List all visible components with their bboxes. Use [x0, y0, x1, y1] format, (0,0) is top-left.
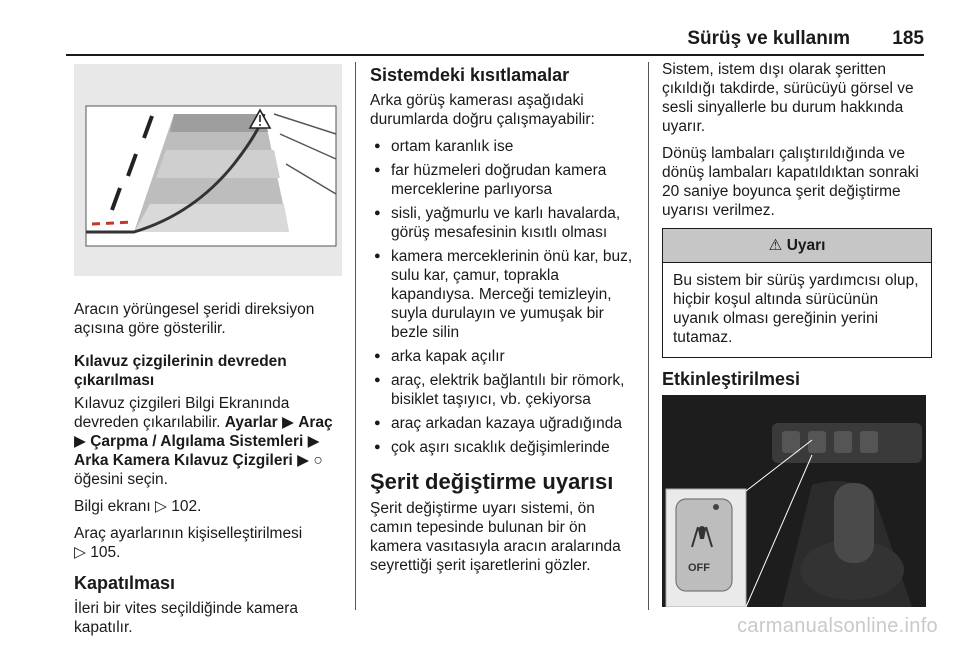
list-item: ● kamera merceklerinin önü kar, buz, sulu kar, çamur, toprakla kapandıysa. Merceği temizleyin, suyla durulayın ve yumuşak bir bezle silin [370, 247, 638, 342]
page-number: 185 [892, 28, 924, 49]
limitations-intro: Arka görüş kamerası aşağıdaki durumlarda doğru çalışmayabilir: [370, 92, 595, 128]
page-header [0, 0, 960, 56]
column-right [662, 60, 932, 607]
section-heading-lane-change: Şerit değiştirme uyarısı [370, 469, 614, 494]
list-item: ● arka kapak açılır [370, 347, 638, 366]
reference-page: 102. [171, 498, 202, 515]
warning-text: Bu sistem bir sürüş yardımcısı olup, hiçbir koşul altında sürücünün uyanık olması gereğinin yerini tutamaz. [673, 272, 919, 346]
list-item: ● çok aşırı sıcaklık değişimlerinde [370, 438, 638, 457]
warning-label: Uyarı [786, 237, 826, 254]
list-item: ● sisli, yağmurlu ve karlı havalarda, görüş mesafesinin kısıtlı olması [370, 204, 638, 242]
menu-path-settings: Ayarlar [224, 414, 278, 431]
lane-change-text: Şerit değiştirme uyarı sistemi, ön camın tepesinde bulunan bir ön kamera vasıtasıyla aracın aralarında seyrettiği şerit işaretlerini gözler. [370, 500, 621, 574]
guidelines-off-text [74, 394, 344, 489]
lane-warning-paragraph-1: Sistem, istem dışı olarak şeritten çıkıldığı takdirde, sürücüyü görsel ve sesli sinyallerle bu durum hakkında uyarır. [662, 61, 914, 135]
guidelines-off-intro: Kılavuz çizgileri Bilgi Ekranında devreden çıkarılabilir. [74, 395, 290, 431]
warning-box [662, 228, 932, 358]
section-heading-limitations: Sistemdeki kısıtlamalar [370, 65, 570, 85]
section-heading-activation: Etkinleştirilmesi [662, 369, 801, 389]
page-reference-arrow-icon: ▷ [74, 544, 86, 561]
menu-path-tail: öğesini seçin. [74, 471, 168, 488]
reference-text: Araç ayarlarının kişiselleştirilmesi [74, 525, 303, 542]
section-heading-deactivation: Kapatılması [74, 573, 176, 593]
off-button-label: OFF [688, 562, 710, 574]
triangle-right-arrow-icon: ▶ [74, 433, 86, 450]
empty-circle-icon: ○ [313, 452, 323, 469]
deactivation-text: İleri bir vites seçildiğinde kamera kapatılır. [74, 600, 298, 636]
list-item: ● araç, elektrik bağlantılı bir römork, bisiklet taşıyıcı, vb. çekiyorsa [370, 371, 638, 409]
lane-warning-paragraph-2: Dönüş lambaları çalıştırıldığında ve dönüş lambaları kapatıldıktan sonraki 20 saniye boyunca şerit değiştirme uyarısı verilmez. [662, 145, 919, 219]
list-item: ● ortam karanlık ise [370, 137, 638, 156]
menu-path-collision: Çarpma / Algılama Sistemleri [90, 433, 304, 450]
list-item: ● araç arkadan kazaya uğradığında [370, 414, 638, 433]
limitations-list [370, 137, 638, 457]
reference-page: 105. [90, 544, 121, 561]
header-rule [66, 54, 924, 56]
watermark: carmanualsonline.info [737, 615, 938, 637]
column-divider [648, 62, 649, 610]
column-divider [355, 62, 356, 610]
page-reference-arrow-icon: ▷ [155, 498, 167, 515]
reference-info-display [74, 497, 344, 516]
reference-text: Bilgi ekranı [74, 498, 151, 515]
rear-camera-guideline-illustration [74, 64, 342, 276]
reference-vehicle-settings [74, 524, 344, 562]
list-item: ● far hüzmeleri doğrudan kamera merceklerine parlıyorsa [370, 161, 638, 199]
triangle-right-arrow-icon: ▶ [307, 433, 320, 450]
column-left [74, 60, 344, 645]
menu-path-vehicle: Araç [298, 414, 333, 431]
section-heading-guidelines-off: Kılavuz çizgilerinin devreden çıkarılması [74, 353, 287, 389]
warning-triangle-icon: ⚠ [768, 237, 783, 254]
menu-path-guidelines: Arka Kamera Kılavuz Çizgileri [74, 452, 293, 469]
column-middle [370, 60, 638, 583]
header-title: Sürüş ve kullanım [687, 28, 850, 49]
triangle-right-arrow-icon: ▶ [297, 452, 310, 469]
lane-assist-button-photo [662, 395, 926, 607]
triangle-right-arrow-icon: ▶ [281, 414, 294, 431]
warning-header [663, 229, 931, 263]
figure-caption: Aracın yörüngesel şeridi direksiyon açısına göre gösterilir. [74, 301, 315, 337]
